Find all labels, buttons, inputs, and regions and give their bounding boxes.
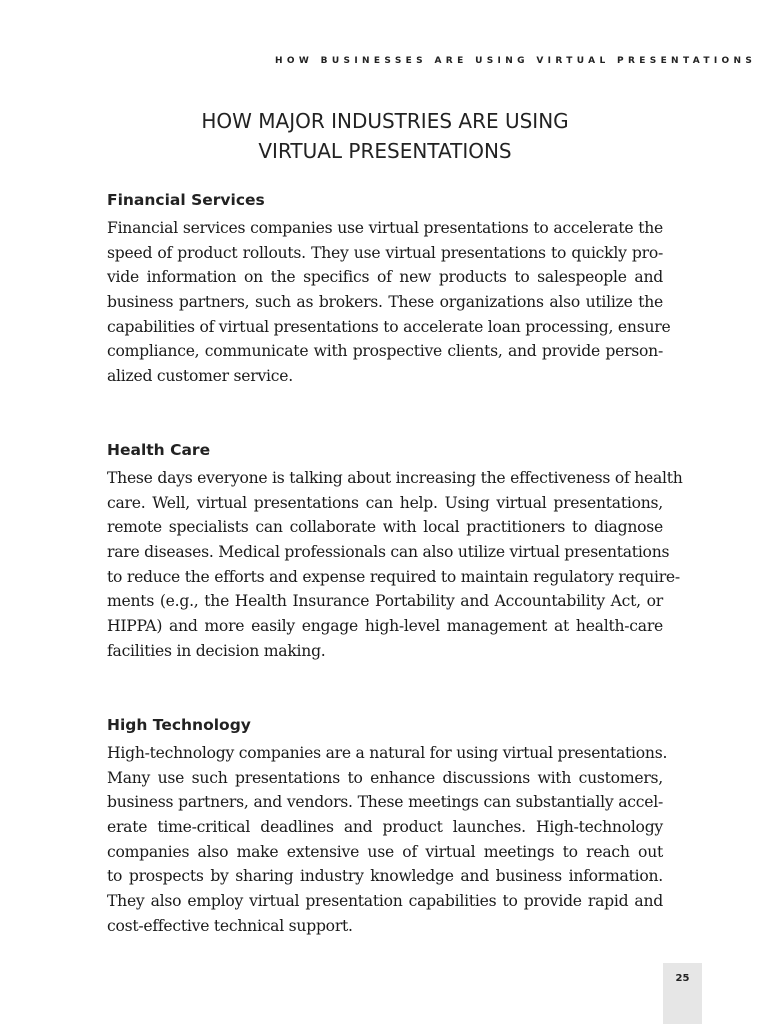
page-title [107,106,663,166]
paragraph-line: cost-effective technical support. [107,916,353,935]
page-title-line: VIRTUAL PRESENTATIONS [258,139,512,163]
paragraph-line: to prospects by sharing industry knowledge and business information. [107,867,663,886]
running-head: HOW BUSINESSES ARE USING VIRTUAL PRESENTATIONS [275,56,757,66]
section-body [107,216,671,389]
paragraph-line: They also employ virtual presentation capabilities to provide rapid and [107,892,663,911]
section-health-care [107,440,683,664]
section-heading: Financial Services [107,191,265,209]
paragraph-line: These days everyone is talking about increasing the effectiveness of health [107,469,683,487]
section-heading: Health Care [107,441,211,459]
paragraph-line: care. Well, virtual presentations can help. Using virtual presentations, [107,493,663,512]
paragraph-line: Financial services companies use virtual presentations to accelerate the [107,219,663,237]
paragraph-line: business partners, and vendors. These meetings can substantially accel- [107,793,663,812]
paragraph-line: compliance, communicate with prospective clients, and provide person- [107,342,663,361]
paragraph-line: business partners, such as brokers. These organizations also utilize the [107,293,663,312]
paragraph-line: rare diseases. Medical professionals can also utilize virtual presentations [107,543,670,562]
paragraph-line: companies also make extensive use of virtual meetings to reach out [107,842,663,861]
section-body [107,741,668,939]
section-heading: High Technology [107,716,251,734]
section-high-technology [107,715,668,939]
paragraph-line: erate time-critical deadlines and product launches. High-technology [107,818,663,837]
paragraph-line: facilities in decision making. [107,641,326,660]
paragraph-line: remote specialists can collaborate with local practitioners to diagnose [107,518,663,537]
paragraph-line: Many use such presentations to enhance discussions with customers, [107,768,663,787]
page-number-tab [663,963,702,1024]
paragraph-line: vide information on the specifics of new products to salespeople and [107,268,663,287]
paragraph-line: speed of product rollouts. They use virtual presentations to quickly pro- [107,243,663,262]
paragraph-line: capabilities of virtual presentations to accelerate loan processing, ensure [107,317,671,336]
page-title-line: HOW MAJOR INDUSTRIES ARE USING [201,109,569,133]
section-financial-services [107,190,671,389]
paragraph-line: HIPPA) and more easily engage high-level management at health-care [107,617,663,636]
paragraph-line: alized customer service. [107,367,293,386]
paragraph-line: High-technology companies are a natural for using virtual presentations. [107,744,668,762]
paragraph-line: to reduce the efforts and expense required to maintain regulatory require- [107,567,680,586]
page-number: 25 [675,973,690,984]
paragraph-line: ments (e.g., the Health Insurance Portability and Accountability Act, or [107,592,663,611]
section-body [107,466,683,664]
